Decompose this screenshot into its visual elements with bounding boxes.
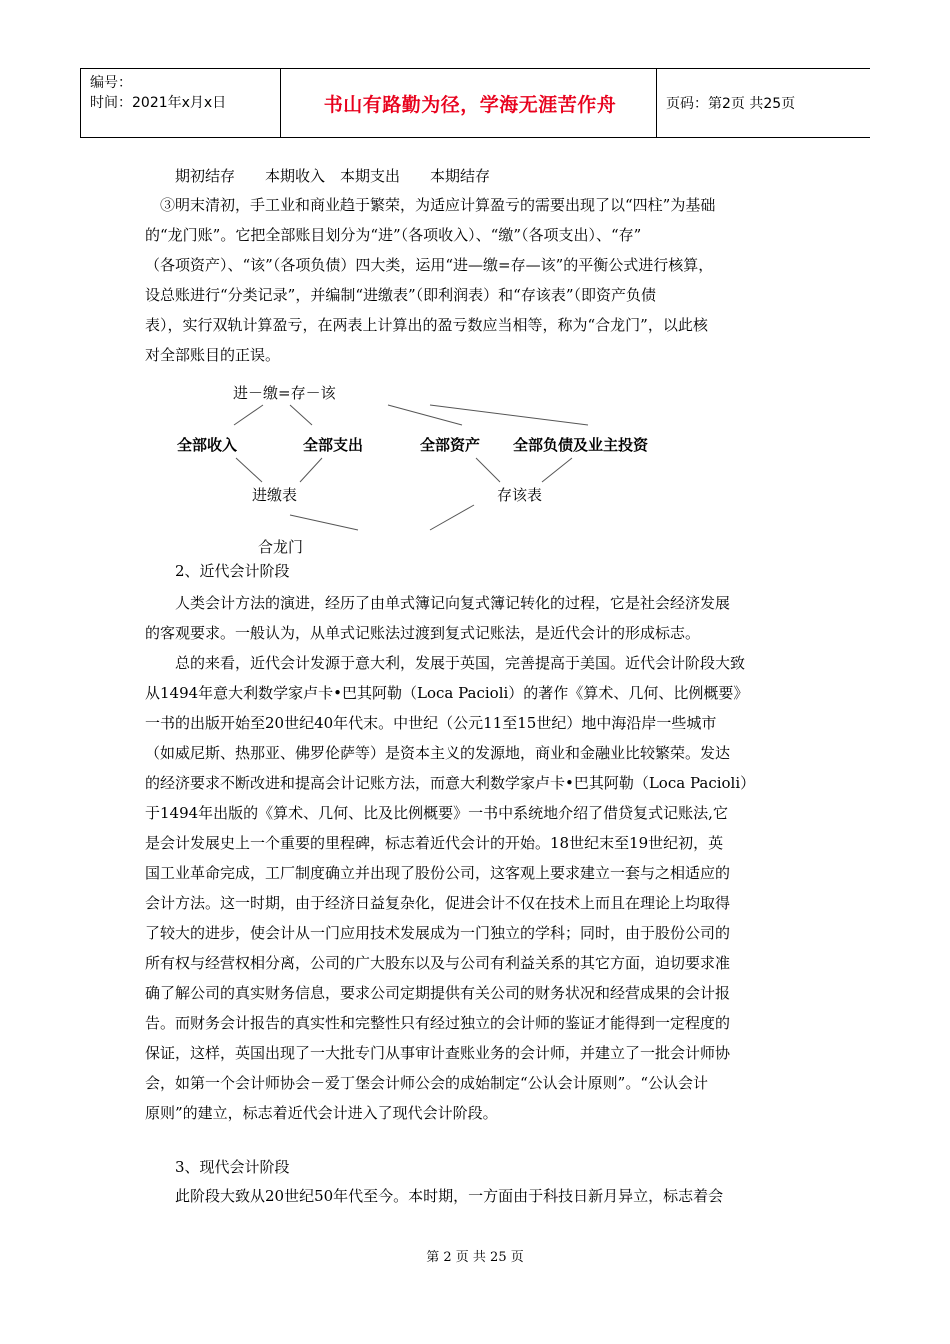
document-time-label: 时间：2021年x月x日 <box>90 95 227 111</box>
diagram-balance-sheet: 存该表 <box>497 486 543 504</box>
text-line: 是会计发展史上一个重要的里程碑，标志着近代会计的开始。18世纪末至19世纪初，英 <box>145 834 724 852</box>
section-heading-contemporary: 3、现代会计阶段 <box>175 1158 290 1176</box>
diagram-item-expense: 全部支出 <box>303 436 364 454</box>
connector-line <box>290 405 312 425</box>
text-line: 原则”的建立，标志着近代会计进入了现代会计阶段。 <box>145 1104 498 1122</box>
connector-line <box>430 405 588 425</box>
paragraph-modern-intro <box>145 588 811 648</box>
text-line: 所有权与经营权相分离，公司的广大股东以及与公司有利益关系的其它方面，迫切要求准 <box>145 954 731 972</box>
diagram-item-income: 全部收入 <box>177 436 238 454</box>
connector-line <box>236 458 262 482</box>
section-heading-modern: 2、近代会计阶段 <box>175 562 290 580</box>
text-line: （如威尼斯、热那亚、佛罗伦萨等）是资本主义的发源地，商业和金融业比较繁荣。发达 <box>145 744 731 762</box>
diagram-income-statement: 进缴表 <box>252 486 298 504</box>
text-line: 的经济要求不断改进和提高会计记账方法，而意大利数学家卢卡•巴其阿勒（Loca Pacioli） <box>145 774 756 792</box>
paragraph-contemporary <box>145 1181 811 1211</box>
diagram-connector-lines <box>0 0 950 560</box>
text-line: 表），实行双轨计算盈亏，在两表上计算出的盈亏数应当相等，称为“合龙门”，以此核 <box>145 316 708 334</box>
text-line: 此阶段大致从20世纪50年代至今。本时期，一方面由于科技日新月异立，标志着会 <box>145 1187 724 1205</box>
page-footer: 第 2 页 共 25 页 <box>426 1250 524 1265</box>
text-line: 一书的出版开始至20世纪40年代末。中世纪（公元11至15世纪）地中海沿岸一些城市 <box>145 714 717 732</box>
text-line: 从1494年意大利数学家卢卡•巴其阿勒（Loca Pacioli）的著作《算术、几何、比例概要》 <box>145 684 749 702</box>
connector-line <box>300 458 322 482</box>
document-number-label: 编号： <box>90 75 132 91</box>
text-line: 总的来看，近代会计发源于意大利，发展于英国，完善提高于美国。近代会计阶段大致 <box>145 654 746 672</box>
text-line: 确了解公司的真实财务信息，要求公司定期提供有关公司的财务状况和经营成果的会计报 <box>145 984 731 1002</box>
text-line: 告。而财务会计报告的真实性和完整性只有经过独立的会计师的鉴证才能得到一定程度的 <box>145 1014 731 1032</box>
diagram-formula: 进－缴=存－该 <box>233 384 336 402</box>
text-line: （各项资产）、“该”（各项负债）四大类，运用“进—缴=存—该”的平衡公式进行核算， <box>145 256 714 274</box>
text-line: 对全部账目的正误。 <box>145 346 281 364</box>
text-line: 了较大的进步，使会计从一门应用技术发展成为一门独立的学科；同时，由于股份公司的 <box>145 924 731 942</box>
paragraph-modern-history <box>145 648 811 1128</box>
text-line: 国工业革命完成，工厂制度确立并出现了股份公司，这客观上要求建立一套与之相适应的 <box>145 864 731 882</box>
text-line: 于1494年出版的《算术、几何、比及比例概要》一书中系统地介绍了借贷复式记账法,它 <box>145 804 728 822</box>
connector-line <box>290 515 358 530</box>
text-line: 人类会计方法的演进，经历了由单式簿记向复式簿记转化的过程，它是社会经济发展 <box>145 594 731 612</box>
connector-line <box>430 505 474 530</box>
diagram-result: 合龙门 <box>258 538 304 556</box>
text-line: 的客观要求。一般认为，从单式记账法过渡到复式记账法，是近代会计的形成标志。 <box>145 624 701 642</box>
text-line: 保证，这样，英国出现了一大批专门从事审计查账业务的会计师，并建立了一批会计师协 <box>145 1044 731 1062</box>
header-page-label: 页码：第2页 共25页 <box>666 96 796 112</box>
header-motto: 书山有路勤为径，学海无涯苦作舟 <box>323 93 617 116</box>
connector-line <box>476 458 500 482</box>
connector-line <box>234 405 263 425</box>
four-columns-line: 期初结存 本期收入 本期支出 本期结存 <box>175 167 491 185</box>
diagram-item-liabilities: 全部负债及业主投资 <box>513 436 649 454</box>
connector-line <box>542 458 572 482</box>
text-line: 会，如第一个会计师协会－爱丁堡会计师公会的成始制定“公认会计原则”。“公认会计 <box>145 1074 709 1092</box>
text-line: 设总账进行“分类记录”，并编制“进缴表”（即利润表）和“存该表”（即资产负债 <box>145 286 657 304</box>
text-line: 的“龙门账”。它把全部账目划分为“进”（各项收入）、“缴”（各项支出）、“存” <box>145 226 642 244</box>
text-line: 会计方法。这一时期，由于经济日益复杂化，促进会计不仅在技术上而且在理论上均取得 <box>145 894 731 912</box>
text-line: ③明末清初，手工业和商业趋于繁荣，为适应计算盈亏的需要出现了以“四柱”为基础 <box>145 196 716 214</box>
diagram-item-assets: 全部资产 <box>420 436 481 454</box>
